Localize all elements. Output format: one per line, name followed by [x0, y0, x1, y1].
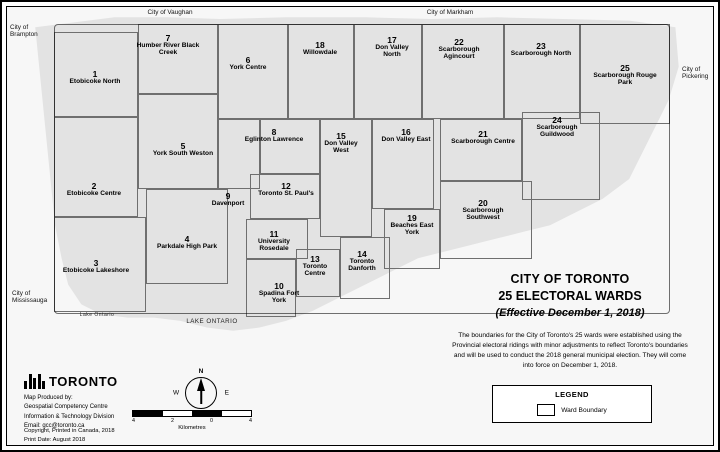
credits-line-1: Map Produced by: — [24, 395, 73, 401]
copyright-line-1: Copyright, Printed in Canada, 2018 — [24, 428, 115, 434]
toronto-logo-text: TORONTO — [49, 374, 118, 389]
legend-title: LEGEND — [555, 390, 589, 399]
ward-name: Davenport — [211, 199, 245, 207]
scale-bar-ticks — [132, 418, 252, 424]
ward-name: Etobicoke Centre — [66, 189, 122, 197]
toronto-logo — [24, 374, 118, 389]
ward-number: 4 — [184, 234, 190, 244]
print-date: Print Date: August 2018 — [24, 437, 86, 444]
compass-north-label: N — [198, 368, 204, 375]
ward-name: Don Valley East — [381, 135, 431, 143]
ward-number: 23 — [536, 41, 546, 51]
ward-number: 5 — [180, 141, 186, 151]
ward-number: 9 — [225, 191, 231, 201]
ward-name: Willowdale — [302, 48, 337, 56]
ward-name: Toronto Centre — [302, 262, 328, 277]
compass-west-label: W — [173, 389, 180, 397]
ward-number: 22 — [454, 37, 464, 47]
ward-name: Etobicoke Lakeshore — [62, 266, 130, 274]
ward-name: University Rosedale — [258, 237, 290, 252]
ward-number: 12 — [281, 181, 291, 191]
lake-ontario-label: LAKE ONTARIO — [186, 318, 238, 325]
ward-name: Beaches East York — [390, 221, 434, 236]
map-title-block — [444, 272, 696, 371]
ward-name: Toronto St. Paul's — [258, 189, 314, 197]
map-credits — [24, 394, 114, 431]
ward-number: 7 — [165, 33, 171, 43]
scale-tick: 4 — [132, 418, 135, 424]
scale-bar-graphic — [132, 410, 252, 417]
ward-name: Scarborough Guildwood — [536, 123, 578, 138]
copyright-block — [24, 427, 115, 446]
legend-item-label: Ward Boundary — [561, 406, 607, 414]
ward-number: 24 — [552, 115, 562, 125]
neighbour-label-brampton: City of Brampton — [10, 24, 38, 39]
ward-name: Don Valley West — [324, 139, 358, 154]
lake-ontario-label-small: Lake Ontario — [79, 312, 115, 318]
neighbour-label-markham: City of Markham — [426, 9, 474, 16]
credits-line-3: Information & Technology Division — [24, 413, 115, 420]
ward-name: Don Valley North — [375, 43, 409, 58]
ward-name: Scarborough North — [510, 49, 572, 57]
neighbour-label-mississauga: City of Mississauga — [12, 290, 48, 305]
ward-number: 16 — [401, 127, 411, 137]
ward-number: 20 — [478, 198, 488, 208]
ward-name: Etobicoke North — [69, 77, 121, 85]
ward-number: 1 — [92, 69, 98, 79]
scale-tick: 2 — [171, 418, 174, 424]
ward-cell — [504, 24, 580, 119]
ward-name: York Centre — [229, 63, 267, 71]
neighbour-label-pickering: City of Pickering — [682, 66, 709, 81]
ward-cell — [54, 117, 138, 217]
ward-number: 2 — [91, 181, 97, 191]
compass-east-label: E — [224, 389, 229, 397]
credits-line-2: Geospatial Competency Centre — [24, 404, 108, 411]
scale-bar — [132, 410, 252, 431]
ward-name: York South Weston — [152, 149, 214, 157]
ward-number: 21 — [478, 129, 488, 139]
ward-number: 13 — [310, 254, 320, 264]
ward-name: Scarborough Southwest — [462, 206, 504, 221]
legend-item — [499, 404, 645, 416]
ward-number: 17 — [387, 35, 397, 45]
ward-boundary-swatch — [537, 404, 555, 416]
scale-tick: 0 — [210, 418, 213, 424]
ward-name: Humber River Black Creek — [136, 41, 200, 56]
ward-name: Parkdale High Park — [156, 242, 218, 250]
credits-line-4: Email: gcc@toronto.ca — [24, 422, 85, 429]
title-line-2: 25 ELECTORAL WARDS — [498, 289, 642, 303]
legend — [492, 385, 652, 423]
ward-number: 10 — [274, 281, 284, 291]
title-line-3: (Effective December 1, 2018) — [495, 307, 645, 319]
ward-number: 18 — [315, 40, 325, 50]
compass-stem — [200, 390, 202, 404]
neighbour-label-vaughan: City of Vaughan — [147, 9, 193, 16]
ward-number: 14 — [357, 249, 367, 259]
ward-cell — [288, 24, 354, 119]
ward-number: 6 — [245, 55, 251, 65]
scale-tick: 4 — [249, 418, 252, 424]
ward-number: 19 — [407, 213, 417, 223]
ward-number: 3 — [93, 258, 99, 268]
ward-number: 25 — [620, 63, 630, 73]
ward-name: Spadina Fort York — [258, 289, 300, 304]
ward-name: Eglinton Lawrence — [244, 135, 304, 143]
ward-number: 11 — [269, 229, 279, 239]
title-line-1: CITY OF TORONTO — [510, 272, 630, 286]
ward-name: Scarborough Rouge Park — [593, 71, 657, 86]
map-description: The boundaries for the City of Toronto's 25 wards were established using the Provincial electoral ridings with minor adjustments to reflect Toronto's boundaries and will be used to conduct the 2018 general municipal election. They will come into force on December 1, 2018. — [452, 332, 688, 369]
ward-number: 15 — [336, 131, 346, 141]
ward-name: Toronto Danforth — [348, 257, 376, 272]
toronto-logo-icon — [24, 374, 45, 389]
ward-number: 8 — [271, 127, 277, 137]
scale-unit-label: Kilometres — [178, 425, 206, 431]
ward-name: Scarborough Centre — [451, 137, 515, 145]
ward-name: Scarborough Agincourt — [438, 45, 480, 60]
